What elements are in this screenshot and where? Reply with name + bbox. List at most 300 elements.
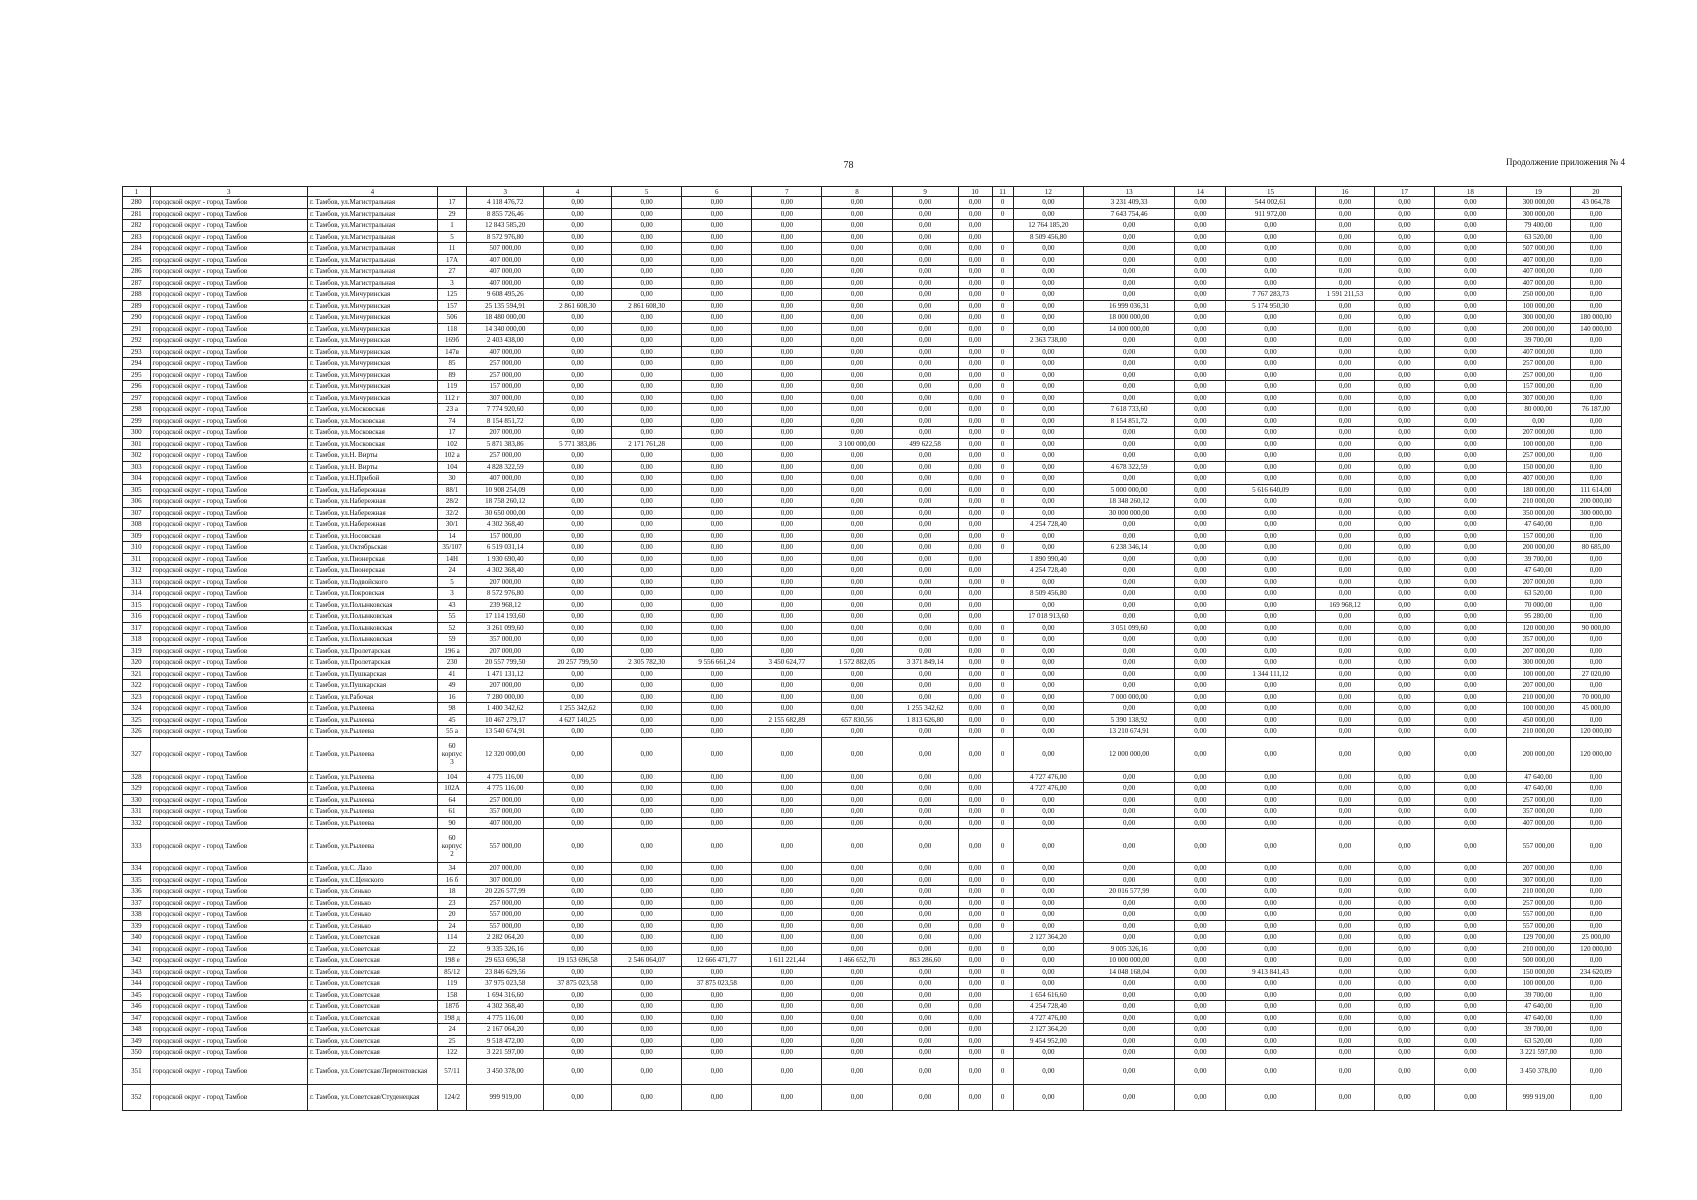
table-cell: 0,00 [682, 1012, 752, 1024]
table-cell: 0 [992, 473, 1013, 485]
table-cell: 0,00 [1083, 530, 1174, 542]
table-row [123, 874, 1622, 886]
table-cell: 0,00 [1175, 323, 1226, 335]
table-cell: 0,00 [958, 369, 992, 381]
table-cell: г. Тамбов, ул.Магистральная [307, 197, 437, 209]
table-cell: 0,00 [1315, 817, 1375, 829]
table-cell: 0,00 [752, 484, 822, 496]
table-cell: 0,00 [1570, 553, 1621, 565]
table-cell: 239 968,12 [467, 599, 544, 611]
table-cell: 0,00 [892, 897, 958, 909]
table-cell: 0,00 [611, 806, 681, 818]
table-cell: 0 [992, 507, 1013, 519]
table-cell: 0,00 [1315, 783, 1375, 795]
table-cell: 0,00 [682, 369, 752, 381]
table-cell: 0,00 [1315, 737, 1375, 771]
table-cell: 0,00 [1083, 565, 1174, 577]
table-cell: 0,00 [752, 438, 822, 450]
table-cell: 0,00 [752, 989, 822, 1001]
table-cell: 0,00 [1083, 427, 1174, 439]
table-cell: 0,00 [1175, 863, 1226, 875]
table-cell: 0 [992, 794, 1013, 806]
table-cell: 0,00 [1013, 737, 1083, 771]
table-cell: городской округ - город Тамбов [150, 427, 307, 439]
table-cell: г. Тамбов, ул.Магистральная [307, 277, 437, 289]
table-cell: г. Тамбов, ул.Магистральная [307, 254, 437, 266]
table-cell: г. Тамбов, ул.Рылеева [307, 726, 437, 738]
table-cell: г. Тамбов, ул.Рылеева [307, 794, 437, 806]
table-cell: 0,00 [1434, 588, 1506, 600]
table-cell [992, 989, 1013, 1001]
table-cell: 0,00 [752, 473, 822, 485]
table-cell: 0,00 [1315, 588, 1375, 600]
table-cell: 0,00 [1570, 473, 1621, 485]
table-cell: 89 [437, 369, 467, 381]
table-cell: 24 [437, 565, 467, 577]
table-cell: 0,00 [1083, 634, 1174, 646]
table-cell: 0,00 [611, 726, 681, 738]
table-cell: 0,00 [1375, 1001, 1435, 1013]
table-cell: 0 [992, 817, 1013, 829]
table-cell: 0 [992, 266, 1013, 278]
table-cell: 0,00 [1570, 874, 1621, 886]
table-cell: 0,00 [752, 622, 822, 634]
table-cell: 0,00 [1570, 1084, 1621, 1110]
table-cell: 0,00 [892, 863, 958, 875]
table-cell: 0,00 [1013, 657, 1083, 669]
table-cell: 0,00 [1175, 1058, 1226, 1084]
table-cell: 0,00 [1175, 645, 1226, 657]
table-cell: 0,00 [1375, 289, 1435, 301]
table-cell: 0 [992, 461, 1013, 473]
table-cell: 0,00 [892, 484, 958, 496]
table-cell: городской округ - город Тамбов [150, 737, 307, 771]
table-cell: 95 280,00 [1507, 611, 1571, 623]
table-cell: 0,00 [1226, 829, 1315, 863]
table-cell: 0,00 [1175, 530, 1226, 542]
table-cell: г. Тамбов, ул.Мичуринская [307, 323, 437, 335]
table-row [123, 783, 1622, 795]
table-cell: 0,00 [1013, 703, 1083, 715]
table-cell: 317 [123, 622, 151, 634]
table-cell: 85 [437, 358, 467, 370]
table-row [123, 266, 1622, 278]
table-cell: г. Тамбов, ул.Магистральная [307, 208, 437, 220]
table-cell: 0,00 [1315, 220, 1375, 232]
table-row [123, 920, 1622, 932]
table-cell: 0,00 [752, 1084, 822, 1110]
table-row [123, 817, 1622, 829]
table-cell: городской округ - город Тамбов [150, 886, 307, 898]
table-cell: 0,00 [752, 1047, 822, 1059]
table-cell: 0,00 [1013, 817, 1083, 829]
table-cell: 5 871 383,86 [467, 438, 544, 450]
table-cell: г. Тамбов, ул.Мичуринская [307, 312, 437, 324]
table-cell: 3 [437, 277, 467, 289]
table-cell: 345 [123, 989, 151, 1001]
table-cell: 0,00 [1175, 507, 1226, 519]
table-cell: 60 корпус 3 [437, 737, 467, 771]
table-cell: 0,00 [1083, 645, 1174, 657]
table-cell: 0,00 [1315, 1035, 1375, 1047]
table-cell: 0,00 [822, 415, 892, 427]
table-cell: 23 846 629,56 [467, 966, 544, 978]
table-cell: 3 231 409,33 [1083, 197, 1174, 209]
table-cell: 0,00 [611, 622, 681, 634]
table-cell: 63 520,00 [1507, 588, 1571, 600]
table-cell: 14 [437, 530, 467, 542]
table-cell: 0,00 [1315, 611, 1375, 623]
table-cell: 0,00 [958, 622, 992, 634]
table-cell: 0,00 [611, 358, 681, 370]
table-cell: 17 114 193,60 [467, 611, 544, 623]
table-row [123, 966, 1622, 978]
table-cell: 2 546 064,07 [611, 955, 681, 967]
table-cell: 0,00 [1226, 886, 1315, 898]
table-cell: г. Тамбов, ул.Сенько [307, 920, 437, 932]
table-cell: 0,00 [1083, 220, 1174, 232]
table-cell: 407 000,00 [1507, 817, 1571, 829]
table-cell: 0,00 [1175, 484, 1226, 496]
table-cell: 0 [992, 358, 1013, 370]
table-cell: 0,00 [958, 691, 992, 703]
header-cell: 4 [307, 187, 437, 197]
table-cell: 0,00 [958, 542, 992, 554]
table-cell: 0,00 [1375, 611, 1435, 623]
table-cell: 0,00 [1175, 1084, 1226, 1110]
table-cell: 28/2 [437, 496, 467, 508]
table-cell: городской округ - город Тамбов [150, 369, 307, 381]
table-cell: 0,00 [1375, 1024, 1435, 1036]
table-cell: 37 975 023,58 [467, 978, 544, 990]
table-cell: 0,00 [1375, 599, 1435, 611]
table-cell: 1 890 990,40 [1013, 553, 1083, 565]
table-cell: 0,00 [1375, 438, 1435, 450]
table-cell: 0,00 [1083, 266, 1174, 278]
table-cell: 332 [123, 817, 151, 829]
table-cell: г. Тамбов, ул.Советская [307, 989, 437, 1001]
table-cell: 0,00 [822, 484, 892, 496]
table-cell: 0,00 [611, 1001, 681, 1013]
table-cell: 0,00 [611, 932, 681, 944]
table-cell: 0,00 [1434, 703, 1506, 715]
table-cell: г. Тамбов, ул.Пушкарская [307, 668, 437, 680]
table-cell: 187б [437, 1001, 467, 1013]
table-cell: 0,00 [1434, 461, 1506, 473]
table-cell: 0,00 [1175, 932, 1226, 944]
table-cell: 0,00 [958, 588, 992, 600]
table-cell: 25 135 594,91 [467, 300, 544, 312]
table-cell: 0,00 [752, 553, 822, 565]
table-cell: 0,00 [1226, 1047, 1315, 1059]
table-cell: 157 000,00 [1507, 530, 1571, 542]
table-cell: 0,00 [958, 496, 992, 508]
table-cell: 80 685,00 [1570, 542, 1621, 554]
table-cell: 90 000,00 [1570, 622, 1621, 634]
table-cell: 0,00 [543, 346, 611, 358]
table-cell: 0,00 [1434, 794, 1506, 806]
table-cell: 4 302 368,40 [467, 1001, 544, 1013]
table-cell: 0,00 [1013, 863, 1083, 875]
table-cell: 0,00 [892, 358, 958, 370]
table-cell: 0,00 [958, 897, 992, 909]
table-cell: 63 520,00 [1507, 231, 1571, 243]
table-cell: 0,00 [611, 966, 681, 978]
table-cell: 41 [437, 668, 467, 680]
table-cell: г. Тамбов, ул.Носовская [307, 530, 437, 542]
table-cell: 338 [123, 909, 151, 921]
table-cell: 0,00 [1226, 358, 1315, 370]
table-cell: 0,00 [1434, 208, 1506, 220]
table-cell: 0,00 [1434, 473, 1506, 485]
table-cell: 0,00 [1013, 450, 1083, 462]
table-cell: г. Тамбов, ул.Рылеева [307, 714, 437, 726]
table-cell: городской округ - город Тамбов [150, 335, 307, 347]
table-cell: 0,00 [543, 874, 611, 886]
table-cell: 70 000,00 [1507, 599, 1571, 611]
table-cell: 557 000,00 [1507, 920, 1571, 932]
table-cell: 2 155 682,89 [752, 714, 822, 726]
table-cell: 0,00 [1175, 783, 1226, 795]
table-cell: 0,00 [1315, 920, 1375, 932]
table-cell: 0,00 [1175, 920, 1226, 932]
table-cell: 322 [123, 680, 151, 692]
table-cell: 350 [123, 1047, 151, 1059]
table-cell: 0,00 [1175, 703, 1226, 715]
table-cell: 12 843 585,20 [467, 220, 544, 232]
table-cell: 557 000,00 [467, 829, 544, 863]
table-cell: 0,00 [1434, 335, 1506, 347]
table-cell: 0,00 [1434, 553, 1506, 565]
table-cell: 0,00 [1175, 312, 1226, 324]
table-cell: 0,00 [1013, 415, 1083, 427]
table-cell: 29 [437, 208, 467, 220]
table-cell: 0,00 [1570, 519, 1621, 531]
table-cell: 0 [992, 943, 1013, 955]
table-cell: 0,00 [892, 680, 958, 692]
table-cell: 0,00 [1175, 496, 1226, 508]
table-cell: 0,00 [543, 1024, 611, 1036]
table-cell: 0,00 [1175, 943, 1226, 955]
table-cell: 0,00 [1570, 438, 1621, 450]
table-cell: 0,00 [1434, 381, 1506, 393]
table-cell: г. Тамбов, ул.Магистральная [307, 220, 437, 232]
table-cell: 0,00 [1013, 496, 1083, 508]
table-cell: 0,00 [1013, 909, 1083, 921]
header-cell: 4 [543, 187, 611, 197]
table-cell: 0,00 [822, 966, 892, 978]
table-cell: 0,00 [958, 978, 992, 990]
table-cell: 13 540 674,91 [467, 726, 544, 738]
table-cell: 0,00 [1434, 369, 1506, 381]
table-cell: 0,00 [543, 461, 611, 473]
table-cell: 0,00 [1083, 1001, 1174, 1013]
table-cell: г. Тамбов, ул.Московская [307, 427, 437, 439]
table-cell: 0,00 [1083, 553, 1174, 565]
table-cell: 0,00 [543, 783, 611, 795]
table-cell: 0,00 [1083, 783, 1174, 795]
table-cell: 0,00 [1375, 920, 1435, 932]
table-cell: 3 221 597,00 [1507, 1047, 1571, 1059]
table-cell: 311 [123, 553, 151, 565]
table-cell: 20 226 577,99 [467, 886, 544, 898]
table-cell: г. Тамбов, ул.Рылеева [307, 783, 437, 795]
table-cell: 0,00 [1175, 989, 1226, 1001]
table-cell: 0,00 [1434, 530, 1506, 542]
table-cell: 0,00 [1315, 542, 1375, 554]
table-row [123, 1012, 1622, 1024]
table-cell: 0,00 [611, 943, 681, 955]
table-cell: 0,00 [1375, 1058, 1435, 1084]
table-row [123, 369, 1622, 381]
table-cell: 0,00 [1315, 369, 1375, 381]
table-cell: 0,00 [1226, 771, 1315, 783]
table-cell: 0 [992, 726, 1013, 738]
table-cell: 5 [437, 576, 467, 588]
table-cell: 0,00 [958, 771, 992, 783]
table-cell: 0,00 [1083, 1047, 1174, 1059]
table-cell: 0,00 [1315, 1047, 1375, 1059]
table-cell: 0,00 [892, 254, 958, 266]
table-cell: 0,00 [543, 496, 611, 508]
table-cell: 0,00 [822, 829, 892, 863]
table-cell: городской округ - город Тамбов [150, 989, 307, 1001]
table-row [123, 955, 1622, 967]
table-cell: 4 678 322,59 [1083, 461, 1174, 473]
table-cell: 7 000 000,00 [1083, 691, 1174, 703]
table-cell: 4 727 476,00 [1013, 771, 1083, 783]
table-cell: 0,00 [1013, 943, 1083, 955]
table-cell: 300 000,00 [1507, 197, 1571, 209]
table-cell: 0,00 [892, 404, 958, 416]
table-cell: 0,00 [752, 920, 822, 932]
table-cell: 100 000,00 [1507, 703, 1571, 715]
table-cell: 17 [437, 427, 467, 439]
table-cell: 0,00 [682, 530, 752, 542]
table-cell: 334 [123, 863, 151, 875]
table-cell: 0,00 [1175, 519, 1226, 531]
table-cell: 0,00 [892, 1001, 958, 1013]
table-cell: 0,00 [1226, 897, 1315, 909]
table-cell: 0,00 [1570, 565, 1621, 577]
table-cell: 0,00 [892, 266, 958, 278]
table-cell: 0 [992, 691, 1013, 703]
table-cell: 0,00 [1434, 886, 1506, 898]
table-row [123, 335, 1622, 347]
table-cell: 0,00 [1375, 312, 1435, 324]
table-cell: г. Тамбов, ул.Советская [307, 978, 437, 990]
table-cell: 0,00 [1013, 645, 1083, 657]
table-cell: 0,00 [611, 392, 681, 404]
table-cell: 0,00 [958, 381, 992, 393]
table-cell: 0,00 [611, 484, 681, 496]
table-cell: 0,00 [1013, 622, 1083, 634]
table-cell: 0,00 [822, 897, 892, 909]
table-cell: 5 390 138,92 [1083, 714, 1174, 726]
table-cell: г. Тамбов, ул.Н. Вирты [307, 461, 437, 473]
table-cell: 0,00 [611, 1058, 681, 1084]
table-row [123, 622, 1622, 634]
table-cell: 125 [437, 289, 467, 301]
table-cell: 0,00 [682, 588, 752, 600]
table-cell: 0 [992, 300, 1013, 312]
table-cell: 0,00 [682, 415, 752, 427]
table-cell: 0,00 [1013, 874, 1083, 886]
table-cell: 0,00 [958, 530, 992, 542]
table-cell: 0,00 [1434, 978, 1506, 990]
table-cell: 0,00 [892, 496, 958, 508]
table-cell: городской округ - город Тамбов [150, 277, 307, 289]
table-cell: 0,00 [1375, 943, 1435, 955]
table-cell: 0,00 [752, 909, 822, 921]
table-cell: 0,00 [752, 1058, 822, 1084]
header-cell: 17 [1375, 187, 1435, 197]
table-cell: 45 000,00 [1570, 703, 1621, 715]
table-cell: 0,00 [1315, 496, 1375, 508]
table-cell: 0,00 [958, 404, 992, 416]
table-cell: 0,00 [1315, 897, 1375, 909]
table-cell: 1 344 111,12 [1226, 668, 1315, 680]
table-cell: 18 348 260,12 [1083, 496, 1174, 508]
table-cell: 0,00 [1083, 438, 1174, 450]
table-cell: 0,00 [1315, 714, 1375, 726]
table-cell: 0,00 [1175, 806, 1226, 818]
table-cell: 0,00 [1175, 197, 1226, 209]
table-cell: 0,00 [1434, 300, 1506, 312]
table-cell: 0,00 [682, 703, 752, 715]
table-cell: 10 908 254,09 [467, 484, 544, 496]
table-cell: 0,00 [822, 553, 892, 565]
table-cell: 13 210 674,91 [1083, 726, 1174, 738]
table-cell: 0,00 [958, 909, 992, 921]
table-cell: 0,00 [1570, 254, 1621, 266]
table-cell: 17 018 913,60 [1013, 611, 1083, 623]
table-cell: 198 д [437, 1012, 467, 1024]
table-cell: 0,00 [1375, 243, 1435, 255]
table-cell: 282 [123, 220, 151, 232]
table-cell: 0,00 [1226, 634, 1315, 646]
table-cell: 0,00 [1083, 1084, 1174, 1110]
table-cell: 0,00 [958, 863, 992, 875]
table-cell: 300 000,00 [1507, 208, 1571, 220]
table-cell: 0,00 [958, 932, 992, 944]
table-cell: 0,00 [1226, 1058, 1315, 1084]
table-cell: 0,00 [892, 369, 958, 381]
table-cell: 0,00 [1013, 277, 1083, 289]
table-cell: 0,00 [682, 266, 752, 278]
table-cell: 0,00 [1226, 806, 1315, 818]
table-cell: 0,00 [1375, 427, 1435, 439]
table-cell: 0,00 [1434, 599, 1506, 611]
table-cell: 0,00 [1013, 266, 1083, 278]
table-cell: 0,00 [892, 886, 958, 898]
table-cell: 9 005 326,16 [1083, 943, 1174, 955]
table-cell: 407 000,00 [1507, 346, 1571, 358]
table-row [123, 909, 1622, 921]
table-cell: 0,00 [543, 197, 611, 209]
table-cell: 0,00 [1315, 943, 1375, 955]
table-cell: 0,00 [958, 335, 992, 347]
table-cell: 4 627 140,25 [543, 714, 611, 726]
table-cell: 0,00 [543, 519, 611, 531]
table-cell: 0,00 [752, 634, 822, 646]
table-cell: 281 [123, 208, 151, 220]
table-cell: 0,00 [1570, 634, 1621, 646]
table-cell: 0,00 [1226, 622, 1315, 634]
table-cell: 0,00 [822, 1058, 892, 1084]
table-cell: 0,00 [752, 450, 822, 462]
table-cell: 257 000,00 [467, 358, 544, 370]
